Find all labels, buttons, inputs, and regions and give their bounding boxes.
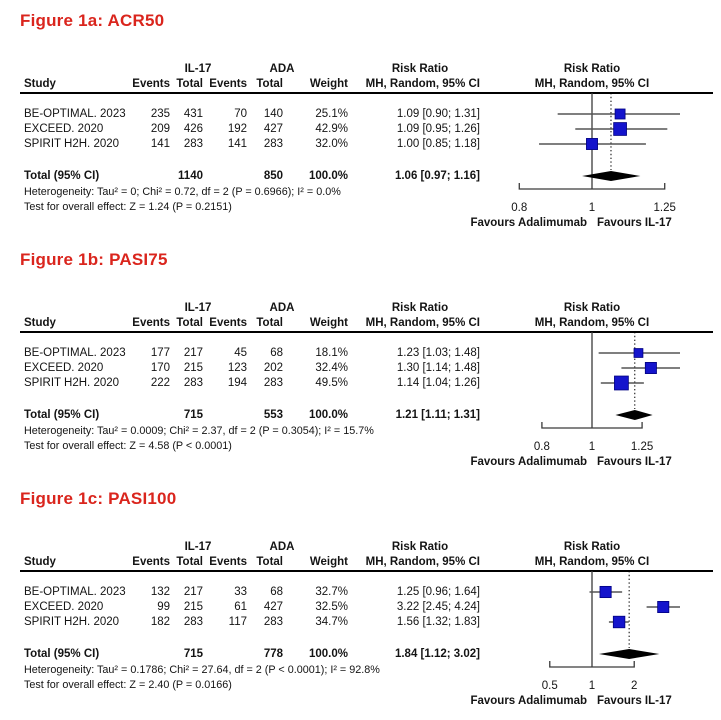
ada-total-value: 202 — [263, 362, 283, 374]
il17-total-value: 283 — [183, 616, 203, 628]
forest-plot-figure — [20, 10, 721, 233]
method-ci-plot-column-header: MH, Random, 95% CI — [534, 317, 650, 329]
total-label: Total (95% CI) — [24, 648, 100, 660]
favours-left-label: Favours Adalimumab — [470, 217, 587, 229]
weight-value: 18.1% — [315, 347, 348, 359]
risk-ratio-ci-text: 1.14 [1.04; 1.26] — [396, 377, 480, 389]
il17-events-value: 177 — [150, 347, 170, 359]
total-weight: 100.0% — [308, 648, 348, 660]
effect-square — [658, 601, 669, 612]
weight-value: 25.1% — [315, 108, 348, 120]
weight-value: 32.0% — [315, 138, 348, 150]
risk-ratio-text-header: Risk Ratio — [391, 63, 449, 75]
study-name: SPIRIT H2H. 2020 — [24, 377, 120, 389]
ada-events-column-header: Events — [209, 317, 247, 329]
ada-total-value: 427 — [263, 601, 283, 613]
effect-square — [634, 349, 643, 358]
method-ci-plot-column-header: MH, Random, 95% CI — [534, 556, 650, 568]
effect-square — [614, 376, 628, 390]
risk-ratio-plot-header: Risk Ratio — [563, 63, 621, 75]
risk-ratio-text-header: Risk Ratio — [391, 302, 449, 314]
il17-total-value: 283 — [183, 377, 203, 389]
il17-events-value: 222 — [150, 377, 170, 389]
ada-events-value: 192 — [227, 123, 247, 135]
method-ci-column-header: MH, Random, 95% CI — [365, 317, 480, 329]
ada-total-value: 283 — [263, 138, 283, 150]
heterogeneity-stats: Heterogeneity: Tau² = 0.1786; Chi² = 27.64, df = 2 (P < 0.0001); I² = 92.8% — [24, 664, 380, 676]
treatment-group-header: IL-17 — [184, 63, 212, 75]
ada-total-sum: 553 — [263, 409, 283, 421]
column-header-row — [20, 554, 720, 570]
column-header-row — [20, 76, 720, 92]
method-ci-column-header: MH, Random, 95% CI — [365, 556, 480, 568]
column-header-row — [20, 315, 720, 331]
il17-events-value: 132 — [150, 586, 170, 598]
axis-tick-label: 0.8 — [511, 202, 528, 214]
study-name: EXCEED. 2020 — [24, 123, 104, 135]
ada-total-value: 68 — [270, 586, 283, 598]
risk-ratio-text-header: Risk Ratio — [391, 541, 449, 553]
il17-total-value: 426 — [183, 123, 203, 135]
column-group-header-row — [20, 301, 720, 315]
figure-title: Figure 1a: ACR50 — [20, 11, 165, 30]
risk-ratio-ci-text: 1.30 [1.14; 1.48] — [396, 362, 480, 374]
ada-events-value: 117 — [228, 616, 247, 628]
ada-total-column-header: Total — [256, 78, 283, 90]
risk-ratio-ci-text: 1.09 [0.95; 1.26] — [396, 123, 480, 135]
study-name: BE-OPTIMAL. 2023 — [24, 586, 126, 598]
risk-ratio-ci-text: 1.00 [0.85; 1.18] — [396, 138, 480, 150]
column-group-header-row — [20, 62, 720, 76]
column-group-header-row — [20, 540, 720, 554]
il17-events-value: 182 — [150, 616, 170, 628]
effect-square — [586, 138, 597, 149]
favours-right-label: Favours IL-17 — [597, 456, 672, 468]
overall-effect-test: Test for overall effect: Z = 4.58 (P < 0.0001) — [24, 440, 232, 452]
il17-events-value: 235 — [150, 108, 170, 120]
ada-total-value: 283 — [263, 616, 283, 628]
ada-total-column-header: Total — [256, 556, 283, 568]
comparator-group-header: ADA — [269, 63, 295, 75]
ada-total-sum: 850 — [263, 170, 283, 182]
il17-total-sum: 715 — [183, 648, 203, 660]
il17-events-value: 170 — [150, 362, 170, 374]
il17-events-column-header: Events — [132, 556, 170, 568]
forest-plot-canvas — [450, 93, 718, 233]
ada-events-value: 45 — [234, 347, 247, 359]
risk-ratio-plot-header: Risk Ratio — [563, 541, 621, 553]
il17-total-value: 283 — [183, 138, 203, 150]
favours-left-label: Favours Adalimumab — [470, 456, 587, 468]
ada-events-value: 33 — [234, 586, 247, 598]
total-label: Total (95% CI) — [24, 170, 100, 182]
heterogeneity-stats: Heterogeneity: Tau² = 0; Chi² = 0.72, df = 2 (P = 0.6966); I² = 0.0% — [24, 186, 341, 198]
il17-total-value: 217 — [183, 586, 203, 598]
ada-events-column-header: Events — [209, 556, 247, 568]
ada-total-value: 68 — [270, 347, 283, 359]
pooled-diamond — [615, 410, 652, 420]
study-name: EXCEED. 2020 — [24, 601, 104, 613]
forest-plot-canvas — [450, 571, 718, 711]
ada-events-column-header: Events — [209, 78, 247, 90]
weight-column-header: Weight — [309, 78, 348, 90]
ada-total-value: 283 — [263, 377, 283, 389]
il17-total-sum: 1140 — [178, 170, 203, 182]
treatment-group-header: IL-17 — [184, 541, 212, 553]
total-label: Total (95% CI) — [24, 409, 100, 421]
study-column-header: Study — [24, 78, 56, 90]
method-ci-plot-column-header: MH, Random, 95% CI — [534, 78, 650, 90]
forest-plot-canvas — [450, 332, 718, 472]
pooled-risk-ratio-ci-text: 1.21 [1.11; 1.31] — [395, 409, 480, 421]
axis-tick-label: 2 — [631, 680, 638, 692]
study-column-header: Study — [24, 317, 56, 329]
study-name: EXCEED. 2020 — [24, 362, 104, 374]
axis-tick-label: 1 — [588, 680, 596, 692]
il17-total-value: 217 — [183, 347, 203, 359]
il17-total-column-header: Total — [176, 556, 203, 568]
il17-total-value: 215 — [183, 362, 203, 374]
ada-events-value: 123 — [227, 362, 247, 374]
risk-ratio-ci-text: 3.22 [2.45; 4.24] — [396, 601, 480, 613]
axis-tick-label: 0.5 — [541, 680, 558, 692]
comparator-group-header: ADA — [269, 541, 295, 553]
overall-effect-test: Test for overall effect: Z = 1.24 (P = 0.2151) — [24, 201, 232, 213]
axis-tick-label: 1.25 — [653, 202, 676, 214]
comparator-group-header: ADA — [269, 302, 295, 314]
il17-events-value: 141 — [150, 138, 170, 150]
weight-column-header: Weight — [309, 556, 348, 568]
favours-left-label: Favours Adalimumab — [470, 695, 587, 707]
favours-right-label: Favours IL-17 — [597, 695, 672, 707]
total-weight: 100.0% — [308, 170, 348, 182]
risk-ratio-ci-text: 1.09 [0.90; 1.31] — [396, 108, 480, 120]
weight-value: 32.4% — [315, 362, 348, 374]
forest-plot-panel — [20, 62, 720, 233]
treatment-group-header: IL-17 — [184, 302, 212, 314]
risk-ratio-plot-header: Risk Ratio — [563, 302, 621, 314]
pooled-diamond — [599, 649, 659, 659]
effect-square — [615, 109, 625, 119]
weight-value: 49.5% — [315, 377, 348, 389]
figure-title: Figure 1b: PASI75 — [20, 250, 168, 269]
forest-plot-figure — [20, 249, 721, 472]
axis-tick-label: 1 — [588, 441, 596, 453]
study-column-header: Study — [24, 556, 56, 568]
method-ci-column-header: MH, Random, 95% CI — [365, 78, 480, 90]
weight-value: 32.5% — [315, 601, 348, 613]
ada-total-column-header: Total — [256, 317, 283, 329]
axis-tick-label: 1 — [588, 202, 596, 214]
risk-ratio-ci-text: 1.23 [1.03; 1.48] — [396, 347, 480, 359]
ada-events-value: 70 — [234, 108, 247, 120]
forest-plot-panel — [20, 301, 720, 472]
il17-total-sum: 715 — [183, 409, 203, 421]
study-name: BE-OPTIMAL. 2023 — [24, 347, 126, 359]
ada-events-value: 61 — [234, 601, 247, 613]
forest-plot-panel — [20, 540, 720, 711]
il17-events-column-header: Events — [132, 317, 170, 329]
study-name: BE-OPTIMAL. 2023 — [24, 108, 126, 120]
pooled-risk-ratio-ci-text: 1.06 [0.97; 1.16] — [394, 170, 480, 182]
ada-events-value: 194 — [227, 377, 247, 389]
risk-ratio-ci-text: 1.25 [0.96; 1.64] — [396, 586, 480, 598]
ada-total-value: 140 — [263, 108, 283, 120]
il17-events-column-header: Events — [132, 78, 170, 90]
total-weight: 100.0% — [308, 409, 348, 421]
il17-events-value: 209 — [150, 123, 170, 135]
il17-total-value: 431 — [183, 108, 203, 120]
study-name: SPIRIT H2H. 2020 — [24, 616, 120, 628]
weight-value: 34.7% — [315, 616, 348, 628]
il17-total-column-header: Total — [176, 317, 203, 329]
weight-column-header: Weight — [309, 317, 348, 329]
effect-square — [613, 616, 625, 628]
effect-square — [645, 362, 656, 373]
il17-total-column-header: Total — [176, 78, 203, 90]
overall-effect-test: Test for overall effect: Z = 2.40 (P = 0.0166) — [24, 679, 232, 691]
forest-plot-figure — [20, 488, 721, 711]
pooled-diamond — [582, 171, 640, 181]
heterogeneity-stats: Heterogeneity: Tau² = 0.0009; Chi² = 2.37, df = 2 (P = 0.3054); I² = 15.7% — [24, 425, 374, 437]
ada-total-value: 427 — [263, 123, 283, 135]
effect-square — [600, 586, 611, 597]
weight-value: 42.9% — [315, 123, 348, 135]
favours-right-label: Favours IL-17 — [597, 217, 672, 229]
effect-square — [614, 123, 627, 136]
axis-tick-label: 0.8 — [533, 441, 550, 453]
ada-events-value: 141 — [227, 138, 247, 150]
ada-total-sum: 778 — [263, 648, 283, 660]
risk-ratio-ci-text: 1.56 [1.32; 1.83] — [396, 616, 480, 628]
figure-title: Figure 1c: PASI100 — [20, 489, 177, 508]
il17-total-value: 215 — [183, 601, 203, 613]
study-name: SPIRIT H2H. 2020 — [24, 138, 120, 150]
il17-events-value: 99 — [157, 601, 170, 613]
weight-value: 32.7% — [315, 586, 348, 598]
pooled-risk-ratio-ci-text: 1.84 [1.12; 3.02] — [394, 648, 480, 660]
axis-tick-label: 1.25 — [630, 441, 654, 453]
